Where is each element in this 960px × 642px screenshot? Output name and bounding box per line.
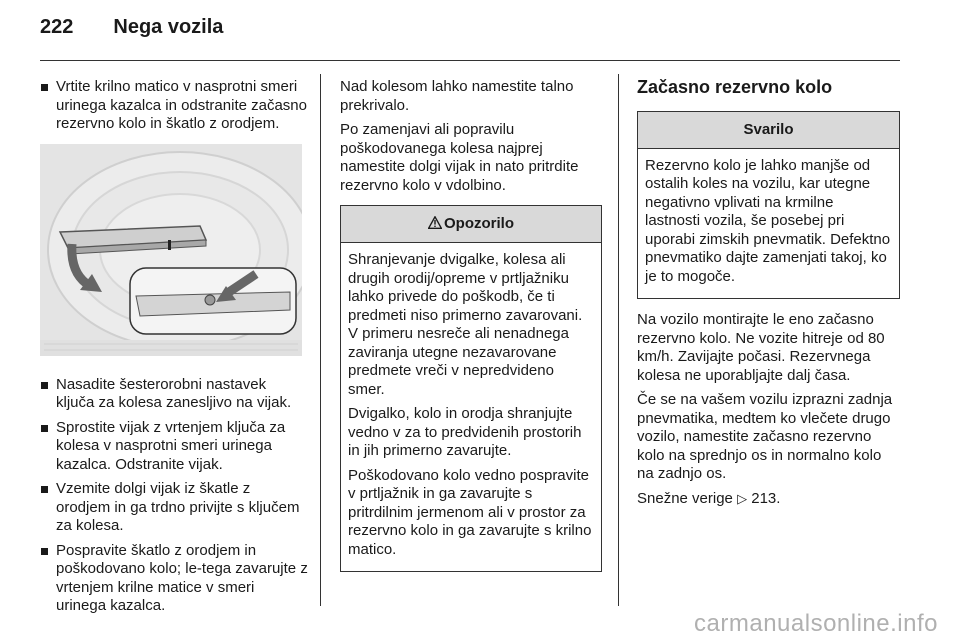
spare-wheel-illustration — [40, 144, 302, 356]
warning-box-header — [341, 206, 601, 243]
column-2 — [340, 78, 602, 572]
list-item: Nasadite šesterorobni nastavek ključa za kolesa zanesljivo na vijak. — [40, 376, 308, 413]
paragraph: Če se na vašem vozilu izprazni zadnja pnevmatika, medtem ko vlečete drugo vozilo, namestite začasno rezervno kolo na sprednjo os in normalno kolo na zadnjo os. — [637, 391, 893, 482]
paragraph: Po zamenjavi ali popravilu poškodovanega kolesa najprej namestite dolgi vijak in nato pritrdite rezervno kolo v vdolbino. — [340, 121, 579, 194]
list-item: Sprostite vijak z vrtenjem ključa za kolesa v nasprotni smeri urinega kazalca. Odstranite vijak. — [40, 419, 308, 475]
page-header — [40, 16, 223, 50]
page-title: Nega vozila — [113, 16, 224, 38]
paragraph-snow-chains — [637, 490, 900, 509]
column-divider-1 — [320, 74, 321, 606]
snow-chains-text: Snežne verige — [637, 489, 733, 507]
warning-paragraph: Poškodovano kolo vedno pospravite v prtljažnik in ga zavarujte s pritrdilnim jermenom ali v prostor za rezervno kolo in ga zavarujte s krilno matico. — [348, 466, 592, 558]
watermark: carmanualsonline.info — [694, 610, 938, 637]
paragraph: Nad kolesom lahko namestite talno prekrivalo. — [340, 78, 574, 114]
column-3 — [637, 78, 900, 514]
caution-box-body — [638, 149, 899, 299]
caution-box-header: Svarilo — [638, 112, 899, 149]
warning-box — [340, 205, 602, 572]
warning-paragraph: Dvigalko, kolo in orodja shranjujte vedno v za to predvidenih prostorih in jih primerno zavarujte. — [348, 405, 582, 459]
list-item: Vzemite dolgi vijak iz škatle z orodjem in ga trdno privijte s ključem za kolesa. — [40, 480, 308, 536]
page-reference-link[interactable]: 213. — [751, 489, 781, 507]
section-title: Začasno rezervno kolo — [637, 77, 833, 97]
warning-paragraph: Shranjevanje dvigalke, kolesa ali drugih orodij/opreme v prtljažniku lahko privede do poškodb, če ti predmeti niso primerno zavarovani. V primeru nesreče ali nenadnega zaviranja utegne nezavarovane predmete vreči v nepredvideno smer. — [348, 251, 583, 398]
warning-triangle-icon — [428, 206, 442, 242]
warning-box-body — [341, 243, 601, 571]
list-item: Vrtite krilno matico v nasprotni smeri urinega kazalca in odstranite začasno rezervno kolo in škatlo z orodjem. — [40, 78, 308, 134]
paragraph: Na vozilo montirajte le eno začasno rezervno kolo. Ne vozite hitreje od 80 km/h. Zavijajte počasi. Rezervnega kolesa ne uporabljajte dalj časa. — [637, 311, 885, 384]
page-number: 222 — [40, 16, 74, 38]
column-divider-2 — [618, 74, 619, 606]
caution-paragraph: Rezervno kolo je lahko manjše od ostalih koles na vozilu, kar utegne negativno vplivati na krmilne lastnosti vozila, še posebej pri uporabi zimskih pnevmatik. Defektno pnevmatiko dajte zamenjati takoj, ko je to mogoče. — [645, 156, 891, 285]
column-1 — [40, 78, 308, 622]
header-rule — [40, 60, 900, 61]
caution-box — [637, 111, 900, 300]
warning-title: Opozorilo — [444, 215, 514, 232]
list-item: Pospravite škatlo z orodjem in poškodovano kolo; le-tega zavarujte z vrtenjem krilne matice v smeri urinega kazalca. — [40, 542, 308, 616]
page-reference-icon: ▷ — [737, 490, 748, 506]
